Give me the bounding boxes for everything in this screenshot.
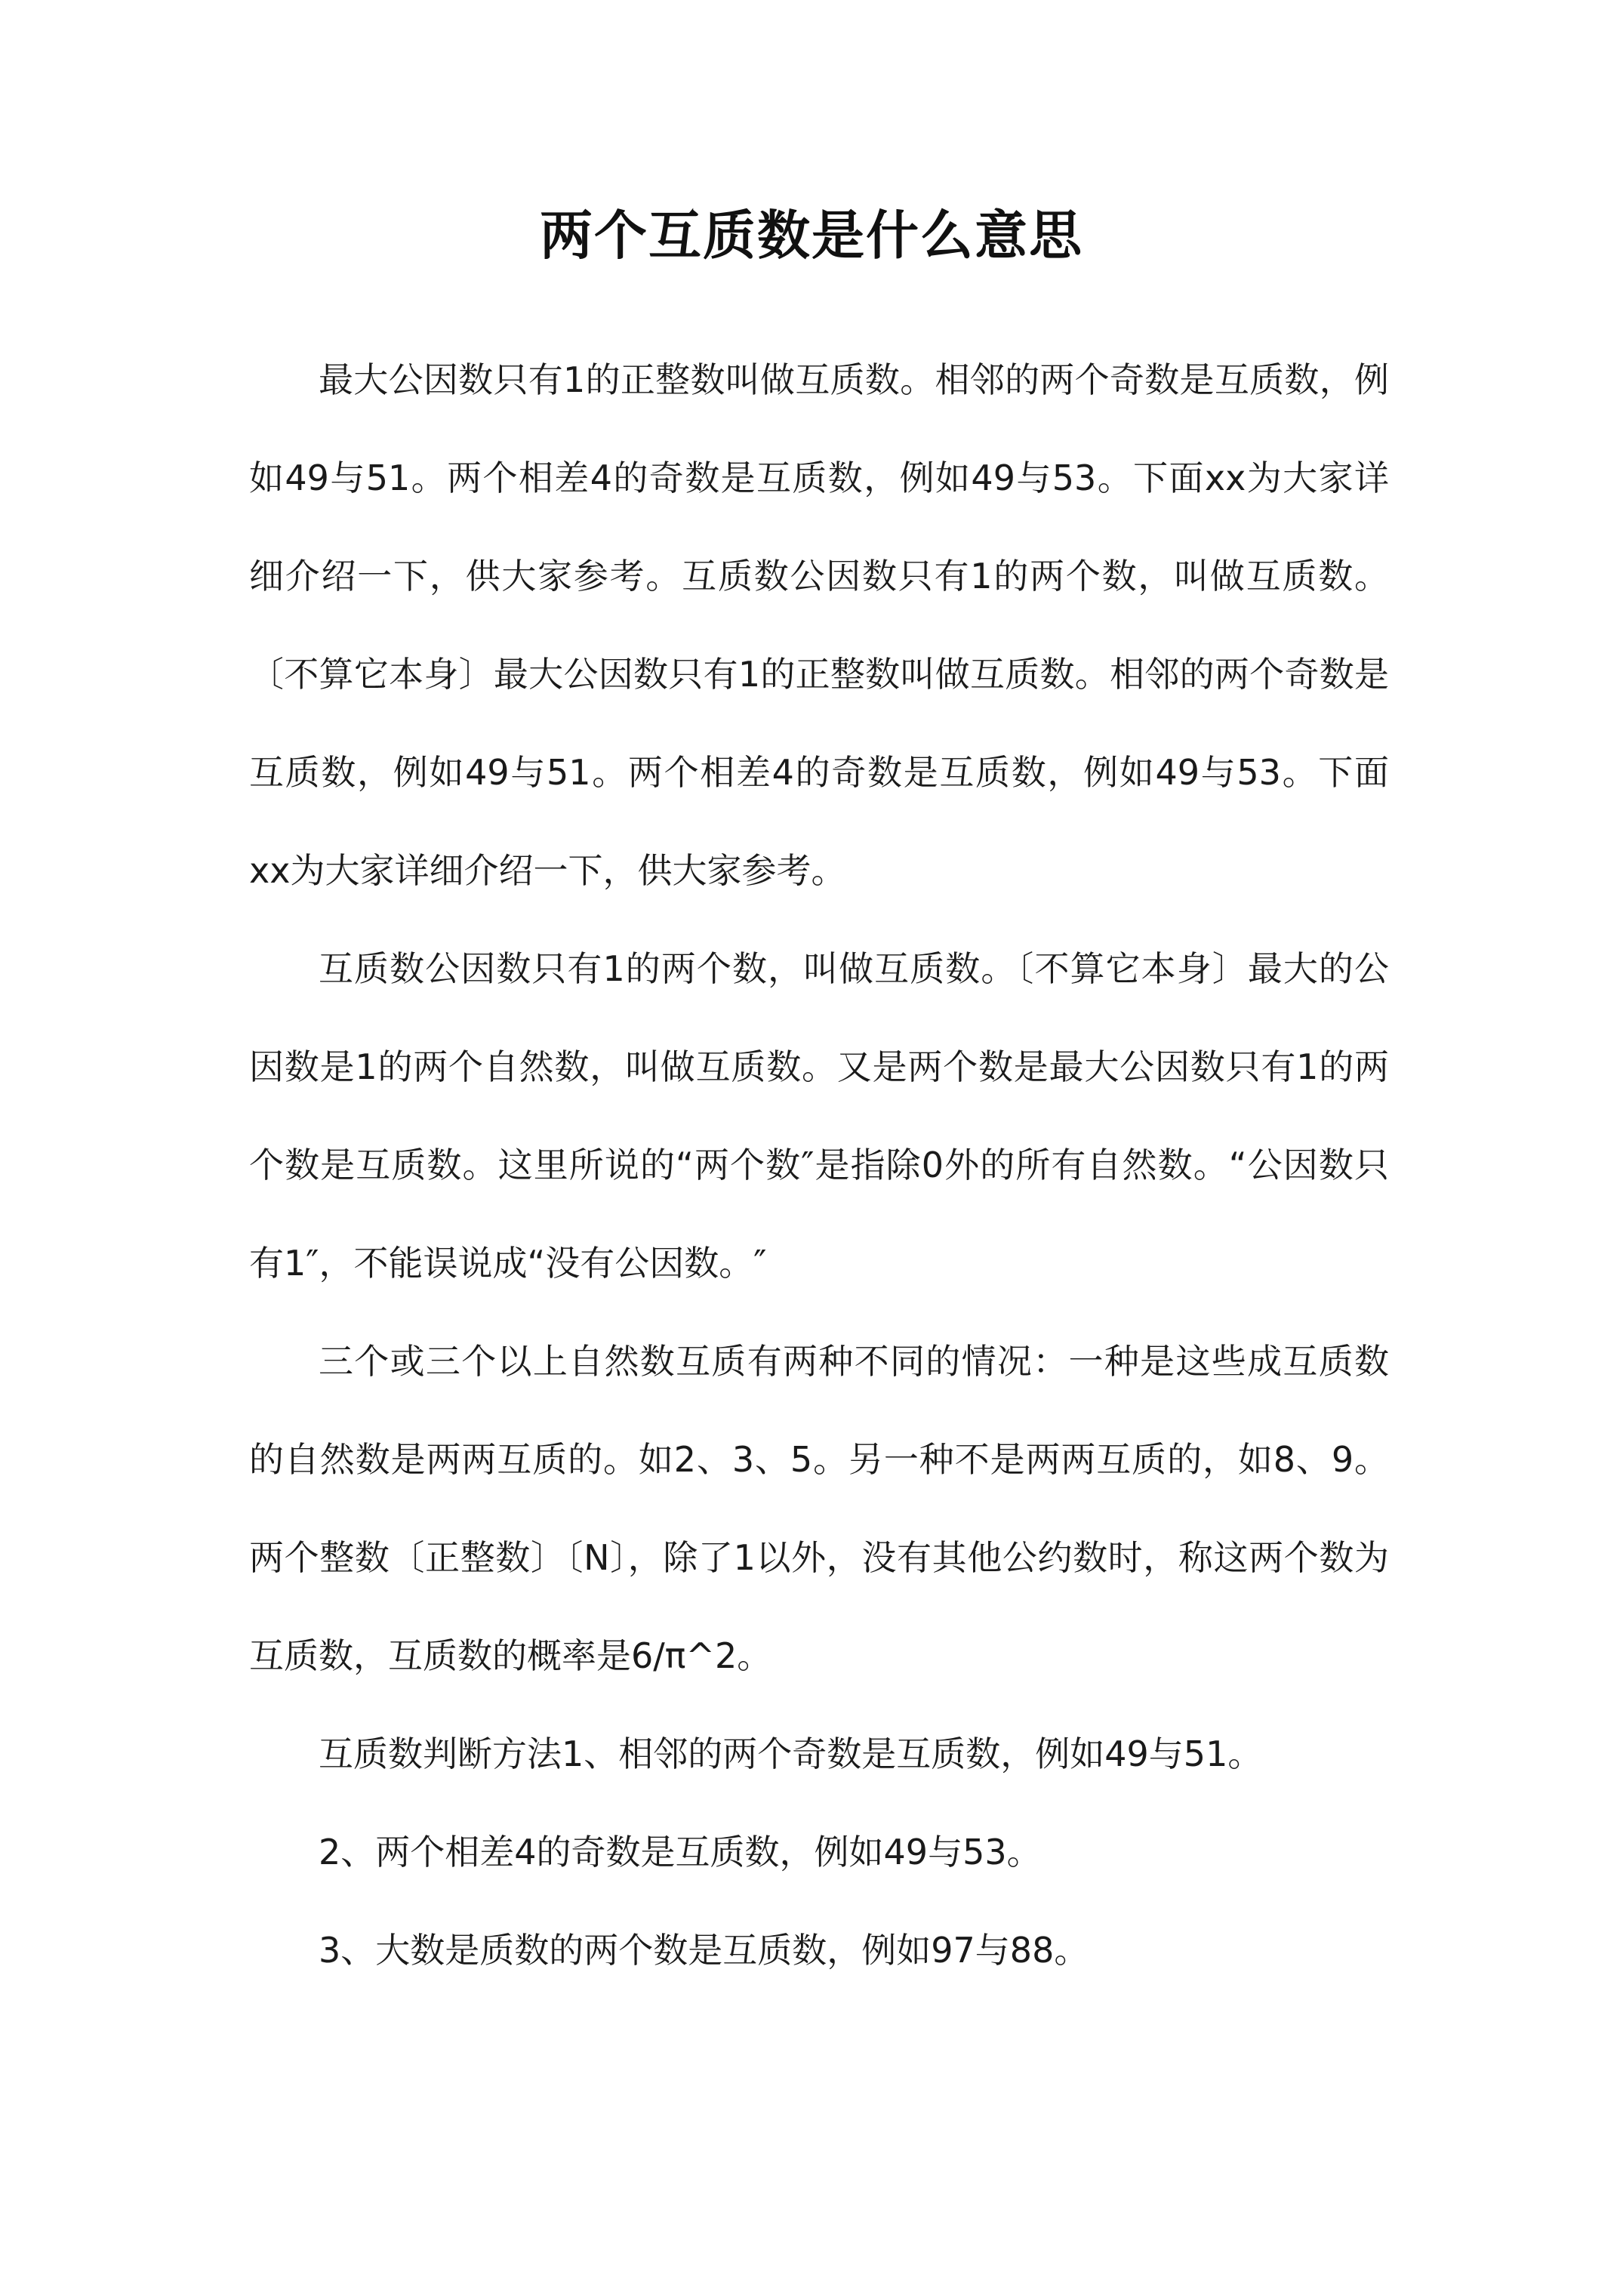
- document-body: [249, 331, 1389, 1999]
- paragraph-2: 互质数公因数只有1的两个数，叫做互质数。〔不算它本身〕最大的公因数是1的两个自然数，叫做互质数。又是两个数是最大公因数只有1的两个数是互质数。这里所说的“两个数″是指除0外的所有自然数。“公因数只有1″，不能误说成“没有公因数。″: [249, 948, 1389, 1284]
- document-title: 两个互质数是什么意思: [540, 204, 1083, 267]
- paragraph-3: 三个或三个以上自然数互质有两种不同的情况：一种是这些成互质数的自然数是两两互质的。如2、3、5。另一种不是两两互质的，如8、9。两个整数〔正整数〕〔N〕，除了1以外，没有其他公约数时，称这两个数为互质数，互质数的概率是6/π^2。: [249, 1341, 1389, 1676]
- paragraph-5: 2、两个相差4的奇数是互质数，例如49与53。: [319, 1832, 1042, 1872]
- paragraph-1: 最大公因数只有1的正整数叫做互质数。相邻的两个奇数是互质数，例如49与51。两个相差4的奇数是互质数，例如49与53。下面xx为大家详细介绍一下，供大家参考。互质数公因数只有1的两个数，叫做互质数。〔不算它本身〕最大公因数只有1的正整数叫做互质数。相邻的两个奇数是互质数，例如49与51。两个相差4的奇数是互质数，例如49与53。下面xx为大家详细介绍一下，供大家参考。: [249, 359, 1389, 891]
- paragraph-4: 互质数判断方法1、相邻的两个奇数是互质数，例如49与51。: [319, 1734, 1263, 1774]
- paragraph-6: 3、大数是质数的两个数是互质数，例如97与88。: [319, 1930, 1089, 1971]
